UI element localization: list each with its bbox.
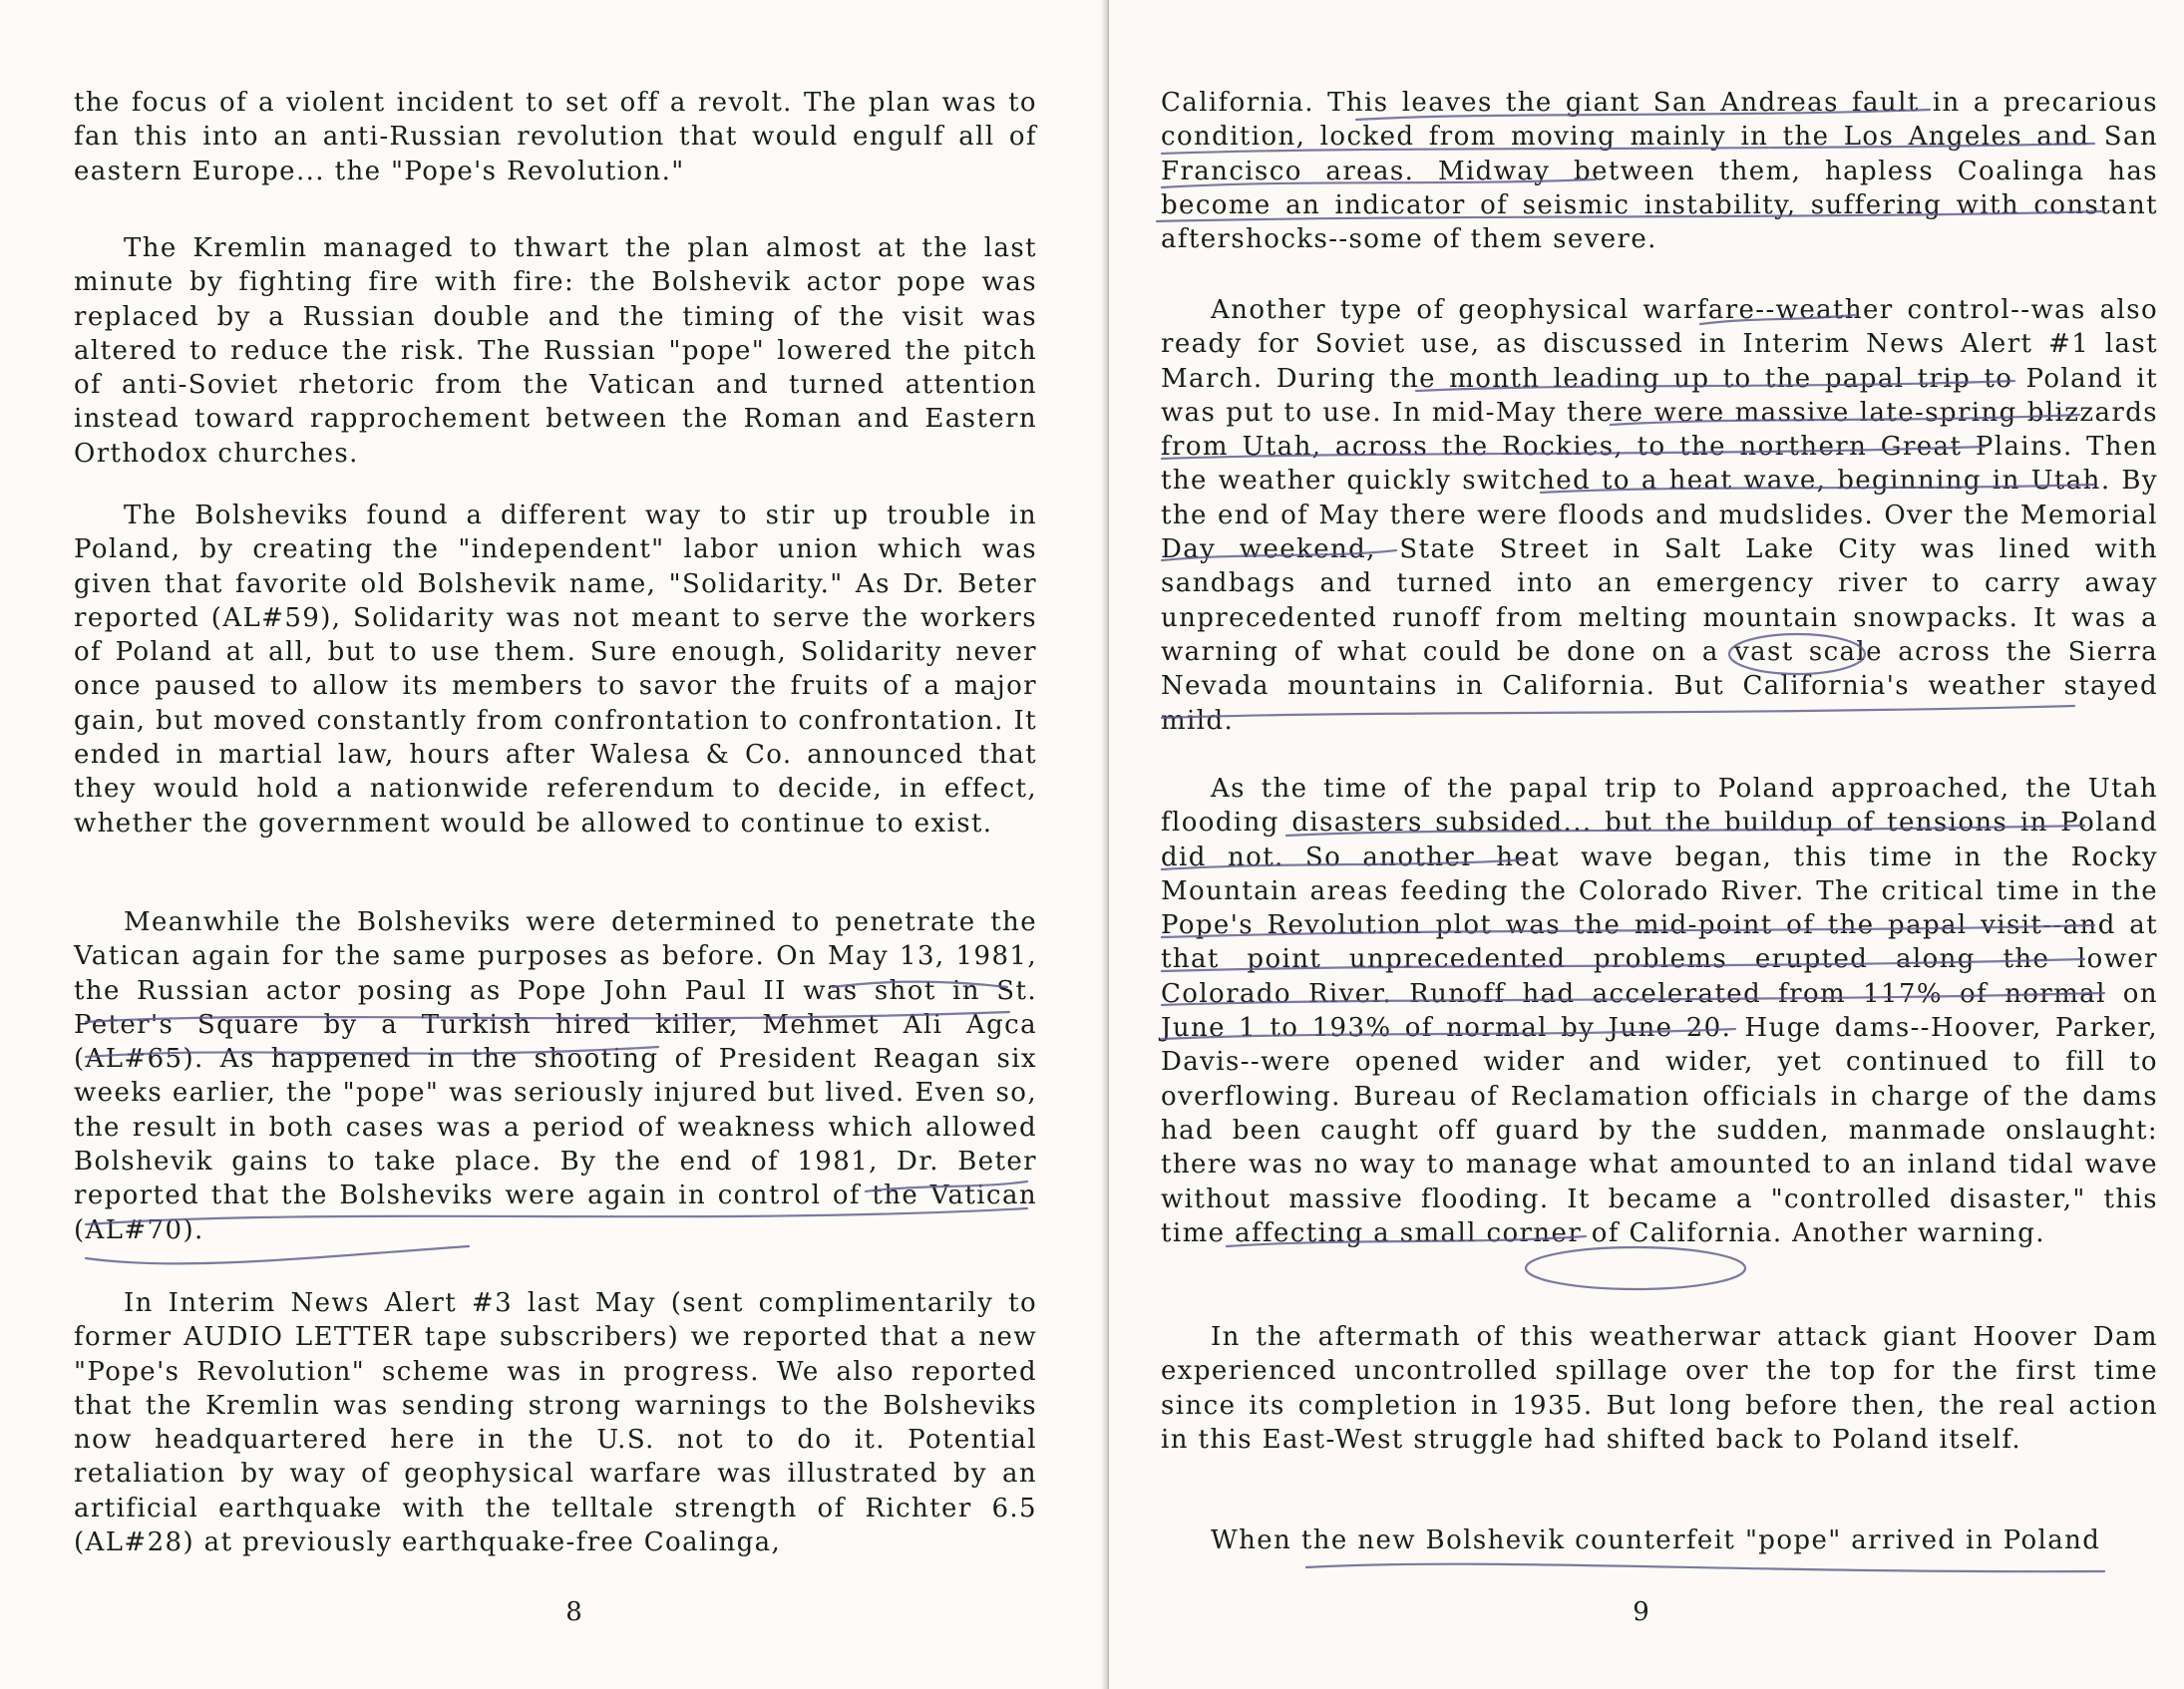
page-number-right: 9 xyxy=(1633,1597,1650,1627)
right-paragraph-5: When the new Bolshevik counterfeit "pope" arrived in Poland xyxy=(1211,1525,2101,1555)
right-paragraph-4: In the aftermath of this weatherwar attack giant Hoover Dam experienced uncontrolled spillage over the top for the first time since its completion in 1935. But long before then, the real action in this East-West struggle had shifted back to Poland itself. xyxy=(1161,1322,2158,1455)
right-paragraph-2: Another type of geophysical warfare--weather control--was also ready for Soviet use, as discussed in Interim News Alert #1 last March. During the month leading up to the papal trip to Poland it was put to use. In mid-May there were massive late-spring blizzards from Utah, across the Rockies, to the northern Great Plains. Then the weather quickly switched to a heat wave, beginning in Utah. By the end of May there were floods and mudslides. Over the Memorial Day weekend, State Street in Salt Lake City was lined with sandbags and turned into an emergency river to carry away unprecedented runoff from melting mountain snowpacks. It was a warning of what could be done on a vast scale across the Sierra Nevada mountains in California. But California's weather stayed mild. xyxy=(1161,295,2158,736)
left-paragraph-4: Meanwhile the Bolsheviks were determined to penetrate the Vatican again for the same purposes as before. On May 13, 1981, the Russian actor posing as Pope John Paul II was shot in St. Peter's Square by a Turkish hired killer, Mehmet Ali Agca (AL#65). As happened in the shooting of President Reagan six weeks earlier, the "pope" was seriously injured but lived. Even so, the result in both cases was a period of weakness which allowed Bolshevik gains to take place. By the end of 1981, Dr. Beter reported that the Bolsheviks were again in control of the Vatican (AL#70). xyxy=(74,907,1037,1245)
right-paragraph-3: As the time of the papal trip to Poland approached, the Utah flooding disasters subsided... but the buildup of tensions in Poland did not. So another heat wave began, this time in the Rocky Mountain areas feeding the Colorado River. The critical time in the Pope's Revolution plot was the mid-point of the papal visit--and at that point unprecedented problems erupted along the lower Colorado River. Runoff had accelerated from 117% of normal on June 1 to 193% of normal by June 20. Huge dams--Hoover, Parker, Davis--were opened wider and wider, yet continued to fill to overflowing. Bureau of Reclamation officials in charge of the dams had been caught off guard by the sudden, manmade onslaught: there was no way to manage what amounted to an inland tidal wave without massive flooding. It became a "controlled disaster," this time affecting a small corner of California. Another warning. xyxy=(1161,774,2158,1248)
left-paragraph-3: The Bolsheviks found a different way to stir up trouble in Poland, by creating the "independent" labor union which was given that favorite old Bolshevik name, "Solidarity." As Dr. Beter reported (AL#59), Solidarity was not meant to serve the workers of Poland at all, but to use them. Sure enough, Solidarity never once paused to allow its members to savor the fruits of a major gain, but moved constantly from confrontation to confrontation. It ended in martial law, hours after Walesa & Co. announced that they would hold a nationwide referendum to decide, in effect, whether the government would be allowed to continue to exist. xyxy=(74,501,1037,839)
right-paragraph-1: California. This leaves the giant San Andreas fault in a precarious condition, locked from moving mainly in the Los Angeles and San Francisco areas. Midway between them, hapless Coalinga has become an indicator of seismic instability, suffering with constant aftershocks--some of them severe. xyxy=(1161,88,2158,255)
left-paragraph-1: the focus of a violent incident to set off a revolt. The plan was to fan this into an anti-Russian revolution that would engulf all of eastern Europe... the "Pope's Revolution." xyxy=(74,88,1037,186)
right-page xyxy=(1109,0,2184,1689)
left-paragraph-2: The Kremlin managed to thwart the plan almost at the last minute by fighting fire with fire: the Bolshevik actor pope was replaced by a Russian double and the timing of the visit was altered to reduce the risk. The Russian "pope" lowered the pitch of anti-Soviet rhetoric from the Vatican and turned attention instead toward rapprochement between the Roman and Eastern Orthodox churches. xyxy=(74,233,1037,469)
page-number-left: 8 xyxy=(565,1597,583,1627)
left-paragraph-5: In Interim News Alert #3 last May (sent complimentarily to former AUDIO LETTER tape subscribers) we reported that a new "Pope's Revolution" scheme was in progress. We also reported that the Kremlin was sending strong warnings to the Bolsheviks now headquartered here in the U.S. not to do it. Potential retaliation by way of geophysical warfare was illustrated by an artificial earthquake with the telltale strength of Richter 6.5 (AL#28) at previously earthquake-free Coalinga, xyxy=(74,1288,1037,1558)
